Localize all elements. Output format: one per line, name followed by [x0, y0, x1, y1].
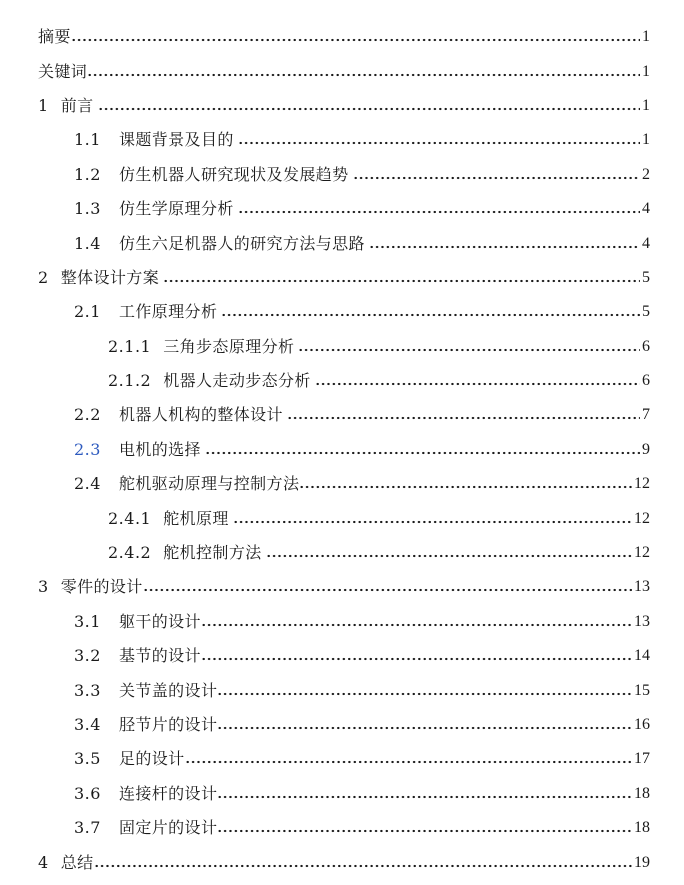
toc-dot-leader [298, 337, 640, 357]
toc-dot-leader [287, 405, 640, 425]
toc-entry-page-number: 4 [642, 234, 650, 252]
toc-entry[interactable] [0, 226, 684, 260]
toc-entry-page-number: 16 [634, 716, 650, 733]
toc-entry[interactable] [0, 261, 684, 295]
toc-entry-page-number: 6 [642, 372, 650, 390]
toc-entry[interactable] [0, 330, 684, 364]
toc-entry-title: 躯干的设计 [118, 611, 201, 631]
toc-entry-title: 机器人走动步态分析 [163, 371, 311, 391]
toc-entry[interactable] [0, 777, 684, 811]
toc-entry-page-number: 19 [634, 853, 650, 871]
toc-dot-leader [217, 681, 632, 701]
toc-entry-page-number: 17 [634, 750, 650, 768]
toc-entry-page-number: 5 [642, 268, 650, 286]
toc-entry-title: 课题背景及目的 [118, 130, 234, 150]
toc-entry-number: 2.2 [74, 405, 101, 425]
toc-entry-number: 3 [38, 577, 49, 597]
toc-entry-number: 3.6 [74, 783, 101, 803]
toc-entry-page-number: 4 [642, 200, 650, 218]
toc-entry-title: 整体设计方案 [60, 267, 160, 287]
toc-entry[interactable] [0, 605, 684, 639]
toc-entry-page-number: 12 [634, 475, 650, 493]
toc-dot-leader [205, 440, 640, 460]
toc-entry-number: 2.1.1 [108, 336, 152, 356]
toc-dot-leader [315, 371, 640, 391]
toc-dot-leader [369, 234, 640, 254]
toc-entry-page-number: 13 [634, 612, 650, 630]
toc-entry-page-number: 7 [642, 406, 650, 424]
toc-entry-title: 机器人机构的整体设计 [118, 405, 283, 425]
toc-dot-leader [233, 509, 632, 529]
toc-entry-number: 1 [38, 95, 49, 115]
toc-entry-title: 关节盖的设计 [118, 680, 218, 700]
toc-entry[interactable] [0, 158, 684, 192]
toc-entry-page-number: 6 [642, 337, 650, 355]
toc-dot-leader [201, 646, 632, 666]
toc-entry-title: 前言 [60, 95, 94, 115]
toc-entry-page-number: 18 [634, 819, 650, 837]
toc-dot-leader [217, 818, 632, 838]
toc-entry-number: 2.4.1 [108, 508, 152, 528]
toc-entry[interactable] [0, 364, 684, 398]
toc-entry[interactable] [0, 192, 684, 226]
toc-entry-title: 固定片的设计 [118, 818, 218, 838]
toc-entry-title: 电机的选择 [118, 439, 201, 459]
toc-entry-title: 总结 [60, 852, 94, 872]
toc-entry[interactable] [0, 398, 684, 432]
toc-entry[interactable] [0, 433, 684, 467]
toc-entry-number: 4 [38, 852, 49, 872]
toc-entry-number: 3.4 [74, 715, 101, 734]
toc-entry-title: 连接杆的设计 [118, 783, 218, 803]
toc-entry-number: 2 [38, 267, 49, 287]
toc-dot-leader [238, 199, 640, 219]
toc-entry-page-number: 12 [634, 544, 650, 562]
toc-entry-number: 3.1 [74, 611, 101, 631]
toc-entry-number: 3.3 [74, 680, 101, 700]
toc-entry[interactable] [0, 54, 684, 88]
toc-entry[interactable] [0, 673, 684, 707]
toc-entry[interactable] [0, 467, 684, 501]
toc-dot-leader [353, 165, 640, 185]
toc-entry-page-number: 5 [642, 303, 650, 321]
table-of-contents [0, 20, 684, 880]
toc-entry-page-number: 13 [634, 578, 650, 596]
toc-entry-title: 胫节片的设计 [118, 715, 218, 734]
toc-entry-title: 工作原理分析 [118, 302, 218, 322]
toc-entry-page-number: 15 [634, 681, 650, 699]
toc-dot-leader [71, 27, 640, 47]
toc-entry-page-number: 1 [642, 28, 650, 46]
toc-entry-title: 零件的设计 [60, 577, 143, 597]
toc-dot-leader [143, 577, 632, 597]
toc-entry[interactable] [0, 20, 684, 54]
toc-entry-number: 1.2 [74, 164, 101, 184]
toc-dot-leader [217, 784, 632, 804]
toc-entry-page-number: 2 [642, 165, 650, 183]
toc-entry[interactable] [0, 89, 684, 123]
toc-dot-leader [217, 715, 632, 735]
toc-entry-title: 舵机控制方法 [163, 543, 262, 563]
toc-entry-number: 2.3 [74, 439, 101, 459]
toc-dot-leader [163, 268, 640, 288]
toc-entry-title: 舵机原理 [163, 508, 229, 528]
toc-dot-leader [266, 543, 632, 563]
toc-entry-page-number: 1 [642, 96, 650, 114]
toc-entry[interactable] [0, 639, 684, 673]
toc-entry-number: 2.1.2 [108, 371, 152, 391]
toc-dot-leader [238, 130, 640, 150]
toc-entry-title: 仿生六足机器人的研究方法与思路 [118, 233, 365, 253]
toc-dot-leader [87, 62, 640, 82]
toc-entry-page-number: 12 [634, 509, 650, 527]
toc-entry[interactable] [0, 708, 684, 742]
toc-entry[interactable] [0, 742, 684, 776]
toc-entry-number: 1.1 [74, 130, 101, 150]
toc-dot-leader [221, 302, 640, 322]
toc-entry-number: 1.3 [74, 199, 101, 219]
toc-dot-leader [98, 96, 641, 116]
toc-entry-number: 1.4 [74, 233, 101, 253]
toc-entry-number: 2.1 [74, 302, 101, 322]
toc-entry[interactable] [0, 845, 684, 879]
toc-entry-number: 3.7 [74, 818, 101, 838]
toc-entry-number: 2.4 [74, 474, 101, 494]
toc-entry[interactable] [0, 570, 684, 604]
toc-dot-leader [299, 474, 632, 494]
toc-entry-page-number: 1 [642, 131, 650, 149]
toc-entry[interactable] [0, 123, 684, 157]
toc-entry[interactable] [0, 501, 684, 535]
toc-entry[interactable] [0, 295, 684, 329]
toc-entry[interactable] [0, 536, 684, 570]
toc-entry-page-number: 9 [642, 440, 650, 458]
toc-entry-title: 足的设计 [118, 749, 185, 769]
toc-entry-title: 摘要 [38, 27, 71, 47]
toc-entry-title: 舵机驱动原理与控制方法 [118, 474, 300, 494]
toc-entry-number: 3.2 [74, 646, 101, 666]
toc-entry-page-number: 1 [642, 62, 650, 80]
toc-entry-title: 关键词 [38, 61, 88, 81]
toc-entry-number: 2.4.2 [108, 543, 152, 563]
toc-dot-leader [185, 749, 632, 769]
toc-entry-title: 三角步态原理分析 [163, 336, 295, 356]
toc-entry-page-number: 18 [634, 784, 650, 802]
toc-entry-title: 基节的设计 [118, 646, 201, 666]
toc-entry[interactable] [0, 811, 684, 845]
toc-entry-title: 仿生学原理分析 [118, 199, 234, 219]
toc-entry-number: 3.5 [74, 749, 101, 769]
toc-dot-leader [201, 612, 632, 632]
toc-entry-page-number: 14 [634, 647, 650, 665]
toc-dot-leader [94, 853, 633, 873]
toc-entry-title: 仿生机器人研究现状及发展趋势 [118, 164, 349, 184]
